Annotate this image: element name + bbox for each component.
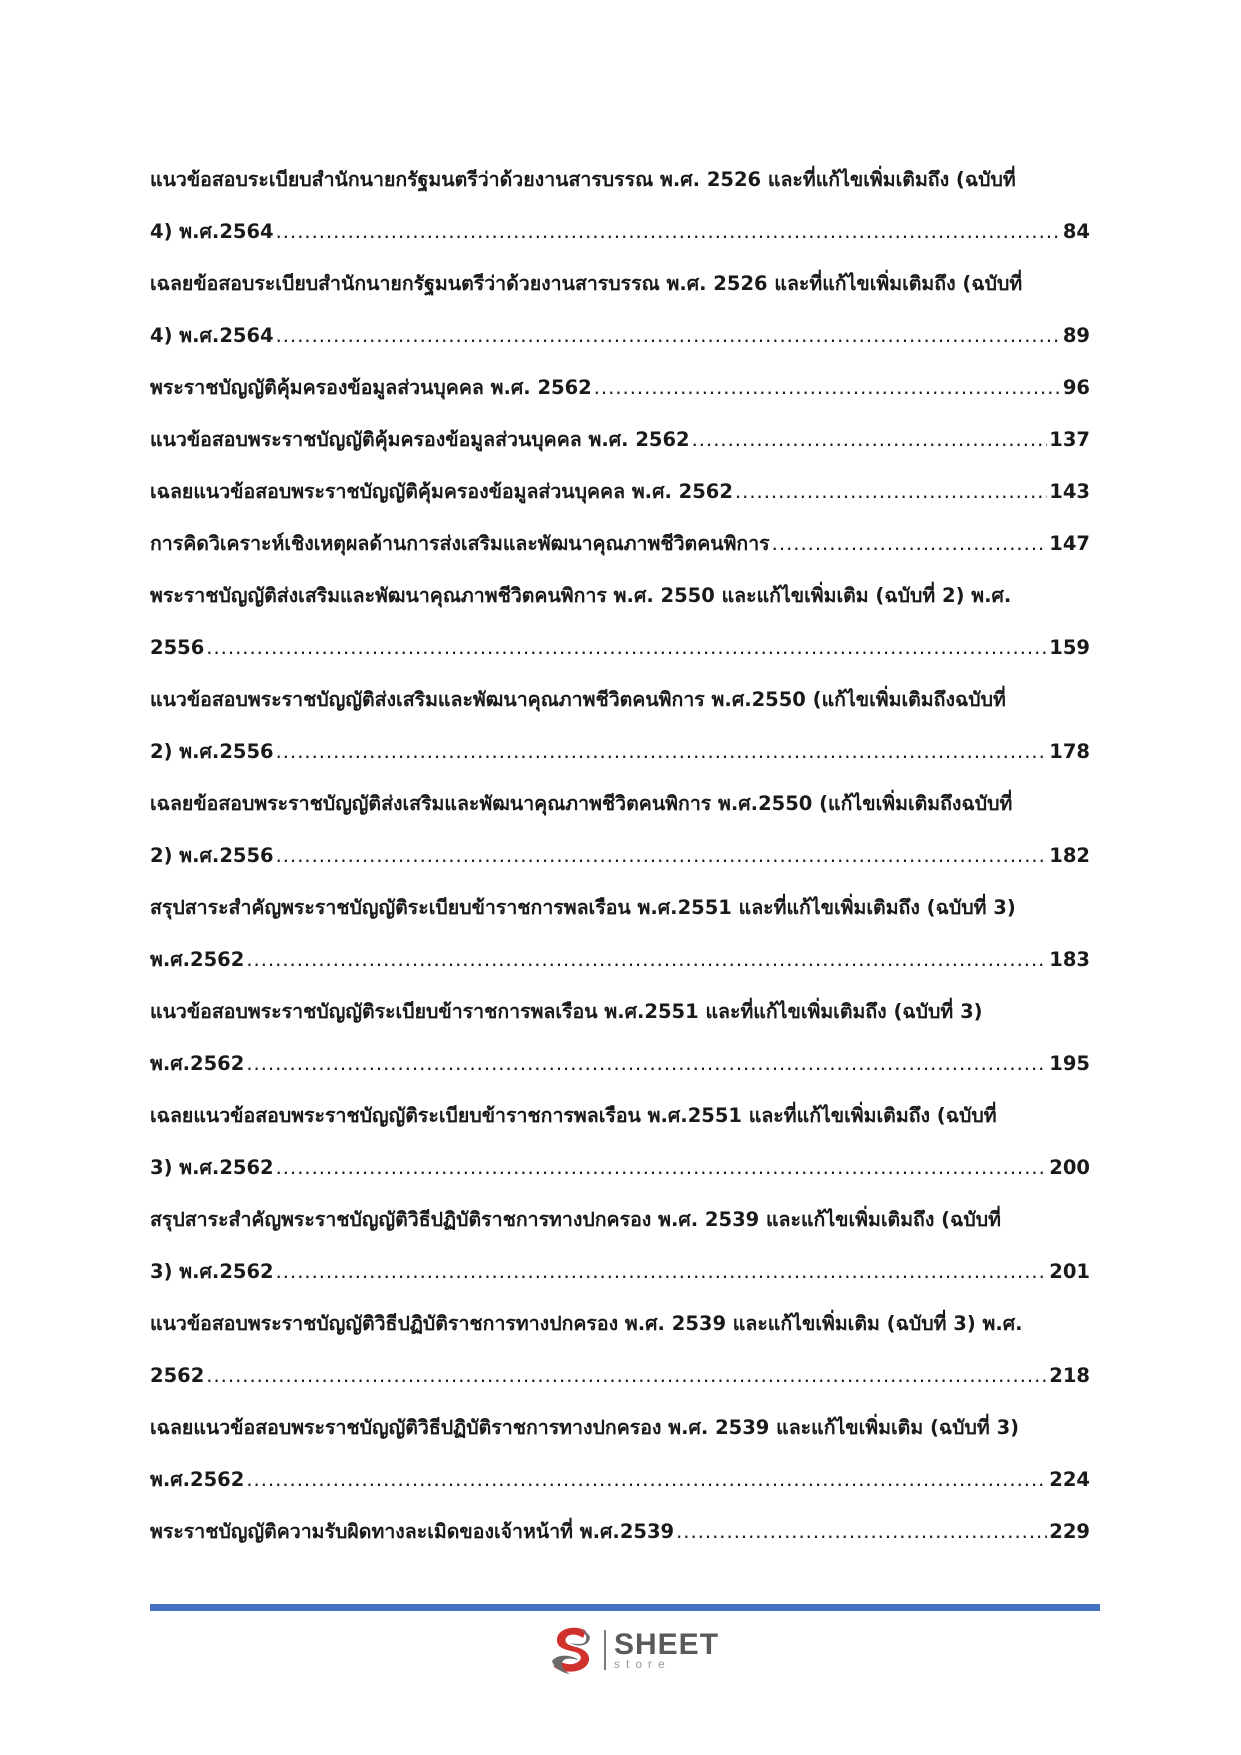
toc-entry-title-line: สรุปสาระสำคัญพระราชบัญญัติระเบียบข้าราชการพลเรือน พ.ศ.2551 และที่แก้ไขเพิ่มเติมถึง (ฉบับที่ 3) bbox=[150, 896, 1016, 919]
toc-entry-title-line: พ.ศ.2562 bbox=[150, 948, 245, 971]
toc-entry[interactable] bbox=[150, 1194, 1090, 1298]
toc-entry-title-line: พระราชบัญญัติส่งเสริมและพัฒนาคุณภาพชีวิตคนพิการ พ.ศ. 2550 และแก้ไขเพิ่มเติม (ฉบับที่ 2) พ.ศ. bbox=[150, 584, 1012, 607]
toc-page-number: 137 bbox=[1049, 428, 1090, 451]
toc-page-number: 183 bbox=[1049, 948, 1090, 971]
dot-leader bbox=[276, 206, 1061, 258]
toc-entry-title-line: 2) พ.ศ.2556 bbox=[150, 844, 274, 867]
toc-entry-title-line: พ.ศ.2562 bbox=[150, 1468, 245, 1491]
sheet-store-logo-icon bbox=[548, 1623, 598, 1677]
toc-page-number: 84 bbox=[1062, 220, 1090, 243]
toc-entry-title-line: เฉลยแนวข้อสอบพระราชบัญญัติคุ้มครองข้อมูลส่วนบุคคล พ.ศ. 2562 bbox=[150, 480, 733, 503]
toc-entry[interactable] bbox=[150, 414, 1090, 466]
dot-leader bbox=[246, 1038, 1047, 1090]
toc-entry-title-line: การคิดวิเคราะห์เชิงเหตุผลด้านการส่งเสริมและพัฒนาคุณภาพชีวิตคนพิการ bbox=[150, 532, 770, 555]
dot-leader bbox=[276, 1142, 1048, 1194]
toc-page-number: 182 bbox=[1049, 844, 1090, 867]
sheet-store-logo bbox=[548, 1622, 728, 1678]
dot-leader bbox=[276, 726, 1048, 778]
dot-leader bbox=[206, 1350, 1047, 1402]
toc-page-number: 89 bbox=[1062, 324, 1090, 347]
dot-leader bbox=[276, 1246, 1048, 1298]
toc-entry-title-line: พระราชบัญญัติคุ้มครองข้อมูลส่วนบุคคล พ.ศ. 2562 bbox=[150, 376, 592, 399]
toc-entry[interactable] bbox=[150, 1506, 1090, 1558]
toc-page-number: 96 bbox=[1062, 376, 1090, 399]
dot-leader bbox=[276, 830, 1048, 882]
toc-entry[interactable] bbox=[150, 882, 1090, 986]
toc-entry[interactable] bbox=[150, 778, 1090, 882]
dot-leader bbox=[594, 362, 1061, 414]
toc-entry-title-line: แนวข้อสอบระเบียบสำนักนายกรัฐมนตรีว่าด้วยงานสารบรรณ พ.ศ. 2526 และที่แก้ไขเพิ่มเติมถึง (ฉบับที่ bbox=[150, 168, 1016, 191]
toc-entry[interactable] bbox=[150, 466, 1090, 518]
toc-page-number: 178 bbox=[1049, 740, 1090, 763]
dot-leader bbox=[246, 934, 1047, 986]
toc-entry-title-line: เฉลยข้อสอบพระราชบัญญัติส่งเสริมและพัฒนาคุณภาพชีวิตคนพิการ พ.ศ.2550 (แก้ไขเพิ่มเติมถึงฉบับที่ bbox=[150, 792, 1013, 815]
dot-leader bbox=[735, 466, 1047, 518]
toc-page-number: 159 bbox=[1049, 636, 1090, 659]
dot-leader bbox=[676, 1506, 1047, 1558]
toc-entry[interactable] bbox=[150, 1298, 1090, 1402]
footer-rule bbox=[150, 1604, 1100, 1611]
toc-entry[interactable] bbox=[150, 1090, 1090, 1194]
toc-entry-title-line: 2) พ.ศ.2556 bbox=[150, 740, 274, 763]
toc-entry-title-line: 4) พ.ศ.2564 bbox=[150, 220, 274, 243]
dot-leader bbox=[692, 414, 1048, 466]
dot-leader bbox=[276, 310, 1061, 362]
toc-entry-title-line: เฉลยแนวข้อสอบพระราชบัญญัติระเบียบข้าราชการพลเรือน พ.ศ.2551 และที่แก้ไขเพิ่มเติมถึง (ฉบับที่ bbox=[150, 1104, 997, 1127]
toc-entry[interactable] bbox=[150, 362, 1090, 414]
toc-entry-title-line: แนวข้อสอบพระราชบัญญัติส่งเสริมและพัฒนาคุณภาพชีวิตคนพิการ พ.ศ.2550 (แก้ไขเพิ่มเติมถึงฉบับที่ bbox=[150, 688, 1006, 711]
logo-subtext: store bbox=[614, 1657, 671, 1671]
toc-page-number: 224 bbox=[1049, 1468, 1090, 1491]
toc-entry-title-line: 3) พ.ศ.2562 bbox=[150, 1156, 274, 1179]
toc-page-number: 201 bbox=[1049, 1260, 1090, 1283]
toc-entry[interactable] bbox=[150, 154, 1090, 258]
toc-entry-title-line: 3) พ.ศ.2562 bbox=[150, 1260, 274, 1283]
toc-entry[interactable] bbox=[150, 258, 1090, 362]
toc-page-number: 200 bbox=[1049, 1156, 1090, 1179]
dot-leader bbox=[772, 518, 1048, 570]
logo-separator bbox=[604, 1630, 606, 1670]
toc-entry-title-line: เฉลยแนวข้อสอบพระราชบัญญัติวิธีปฏิบัติราชการทางปกครอง พ.ศ. 2539 และแก้ไขเพิ่มเติม (ฉบับที่ 3) bbox=[150, 1416, 1020, 1439]
toc-page-number: 195 bbox=[1049, 1052, 1090, 1075]
toc-entry-title-line: แนวข้อสอบพระราชบัญญัติระเบียบข้าราชการพลเรือน พ.ศ.2551 และที่แก้ไขเพิ่มเติมถึง (ฉบับที่ 3) bbox=[150, 1000, 983, 1023]
toc-entry-title-line: แนวข้อสอบพระราชบัญญัติคุ้มครองข้อมูลส่วนบุคคล พ.ศ. 2562 bbox=[150, 428, 690, 451]
toc-entry-title-line: 2562 bbox=[150, 1364, 205, 1387]
toc-page-number: 229 bbox=[1049, 1520, 1090, 1543]
toc-page-number: 147 bbox=[1049, 532, 1090, 555]
toc-entry-title-line: พ.ศ.2562 bbox=[150, 1052, 245, 1075]
toc-entry[interactable] bbox=[150, 986, 1090, 1090]
dot-leader bbox=[206, 622, 1047, 674]
toc-entry-title-line: 4) พ.ศ.2564 bbox=[150, 324, 274, 347]
toc-entry-title-line: พระราชบัญญัติความรับผิดทางละเมิดของเจ้าหน้าที่ พ.ศ.2539 bbox=[150, 1520, 675, 1543]
toc-page-number: 218 bbox=[1049, 1364, 1090, 1387]
toc-page-number: 143 bbox=[1049, 480, 1090, 503]
toc-entry-title-line: 2556 bbox=[150, 636, 205, 659]
toc-entry[interactable] bbox=[150, 518, 1090, 570]
dot-leader bbox=[246, 1454, 1047, 1506]
toc-entry-title-line: แนวข้อสอบพระราชบัญญัติวิธีปฏิบัติราชการทางปกครอง พ.ศ. 2539 และแก้ไขเพิ่มเติม (ฉบับที่ 3) พ.ศ. bbox=[150, 1312, 1023, 1335]
toc-entry[interactable] bbox=[150, 570, 1090, 674]
toc-entry-title-line: สรุปสาระสำคัญพระราชบัญญัติวิธีปฏิบัติราชการทางปกครอง พ.ศ. 2539 และแก้ไขเพิ่มเติมถึง (ฉบับที่ bbox=[150, 1208, 1001, 1231]
logo-word: SHEET bbox=[614, 1628, 720, 1661]
toc-entry[interactable] bbox=[150, 1402, 1090, 1506]
toc-entry[interactable] bbox=[150, 674, 1090, 778]
toc-entry-title-line: เฉลยข้อสอบระเบียบสำนักนายกรัฐมนตรีว่าด้วยงานสารบรรณ พ.ศ. 2526 และที่แก้ไขเพิ่มเติมถึง (ฉบับที่ bbox=[150, 272, 1023, 295]
